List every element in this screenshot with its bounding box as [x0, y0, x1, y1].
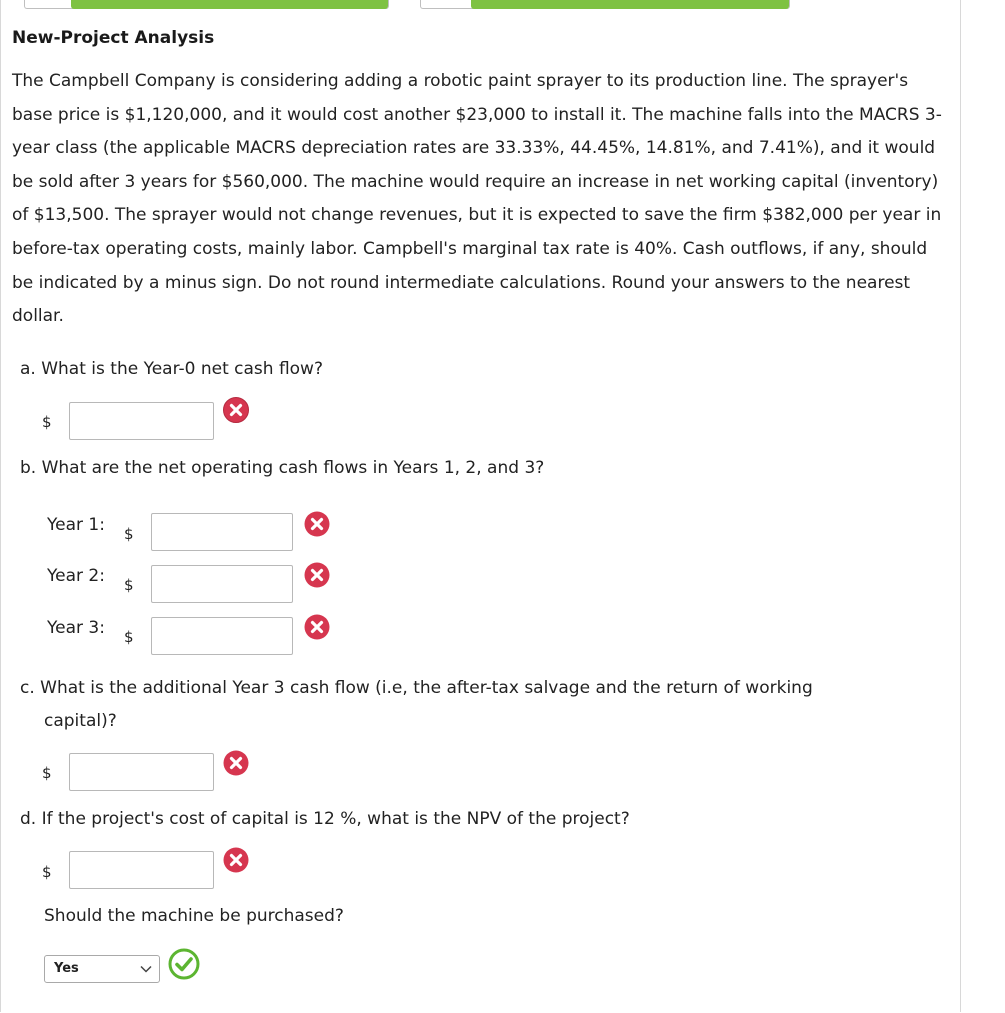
top-left-button[interactable] [24, 0, 389, 9]
year3-cash-flow-input[interactable] [151, 617, 293, 655]
problem-statement: The Campbell Company is considering adding a robotic paint sprayer to its production line. The sprayer's base price is $1,120,000, and it would cost another $23,000 to install it. The machine falls into the MACRS 3-year class (the applicable MACRS depreciation rates are 33.33%, 44.45%, 14.81%, and 7.41%), and it would be sold after 3 years for $560,000. The machine would require an increase in net working capital (inventory) of $13,500. The sprayer would not change revenues, but it is expected to save the firm $382,000 per year in before-tax operating costs, mainly labor. Campbell's marginal tax rate is 40%. Cash outflows, if any, should be indicated by a minus sign. Do not round intermediate calculations. Round your answers to the nearest dollar. [12, 71, 942, 327]
top-right-button[interactable] [420, 0, 790, 9]
incorrect-icon [304, 562, 330, 588]
incorrect-icon [304, 614, 330, 640]
question-d: d. If the project's cost of capital is 12 %, what is the NPV of the project? [20, 809, 630, 829]
currency-symbol: $ [42, 863, 52, 881]
additional-year3-cash-flow-input[interactable] [69, 753, 214, 791]
question-a: a. What is the Year-0 net cash flow? [20, 359, 323, 379]
purchase-question: Should the machine be purchased? [44, 906, 344, 926]
purchase-decision-select[interactable] [44, 955, 160, 983]
currency-symbol: $ [124, 576, 134, 594]
year1-cash-flow-input[interactable] [151, 513, 293, 551]
incorrect-icon [304, 511, 330, 537]
selected-value: Yes [54, 961, 79, 976]
currency-symbol: $ [42, 764, 52, 782]
year0-cash-flow-input[interactable] [69, 402, 214, 440]
npv-input[interactable] [69, 851, 214, 889]
question-b: b. What are the net operating cash flows in Years 1, 2, and 3? [20, 458, 545, 478]
question-c: c. What is the additional Year 3 cash flow (i.e, the after-tax salvage and the return of working [20, 678, 813, 698]
incorrect-icon [223, 847, 249, 873]
year1-label: Year 1: [47, 515, 105, 535]
year2-cash-flow-input[interactable] [151, 565, 293, 603]
year2-label: Year 2: [47, 566, 105, 586]
incorrect-icon [223, 750, 249, 776]
currency-symbol: $ [124, 628, 134, 646]
chevron-down-icon [139, 962, 153, 976]
year3-label: Year 3: [47, 618, 105, 638]
currency-symbol: $ [124, 525, 134, 543]
incorrect-icon [223, 397, 249, 423]
currency-symbol: $ [42, 413, 52, 431]
page-title: New-Project Analysis [12, 28, 215, 48]
question-c-continued: capital)? [44, 711, 117, 731]
correct-check-icon [168, 948, 200, 980]
